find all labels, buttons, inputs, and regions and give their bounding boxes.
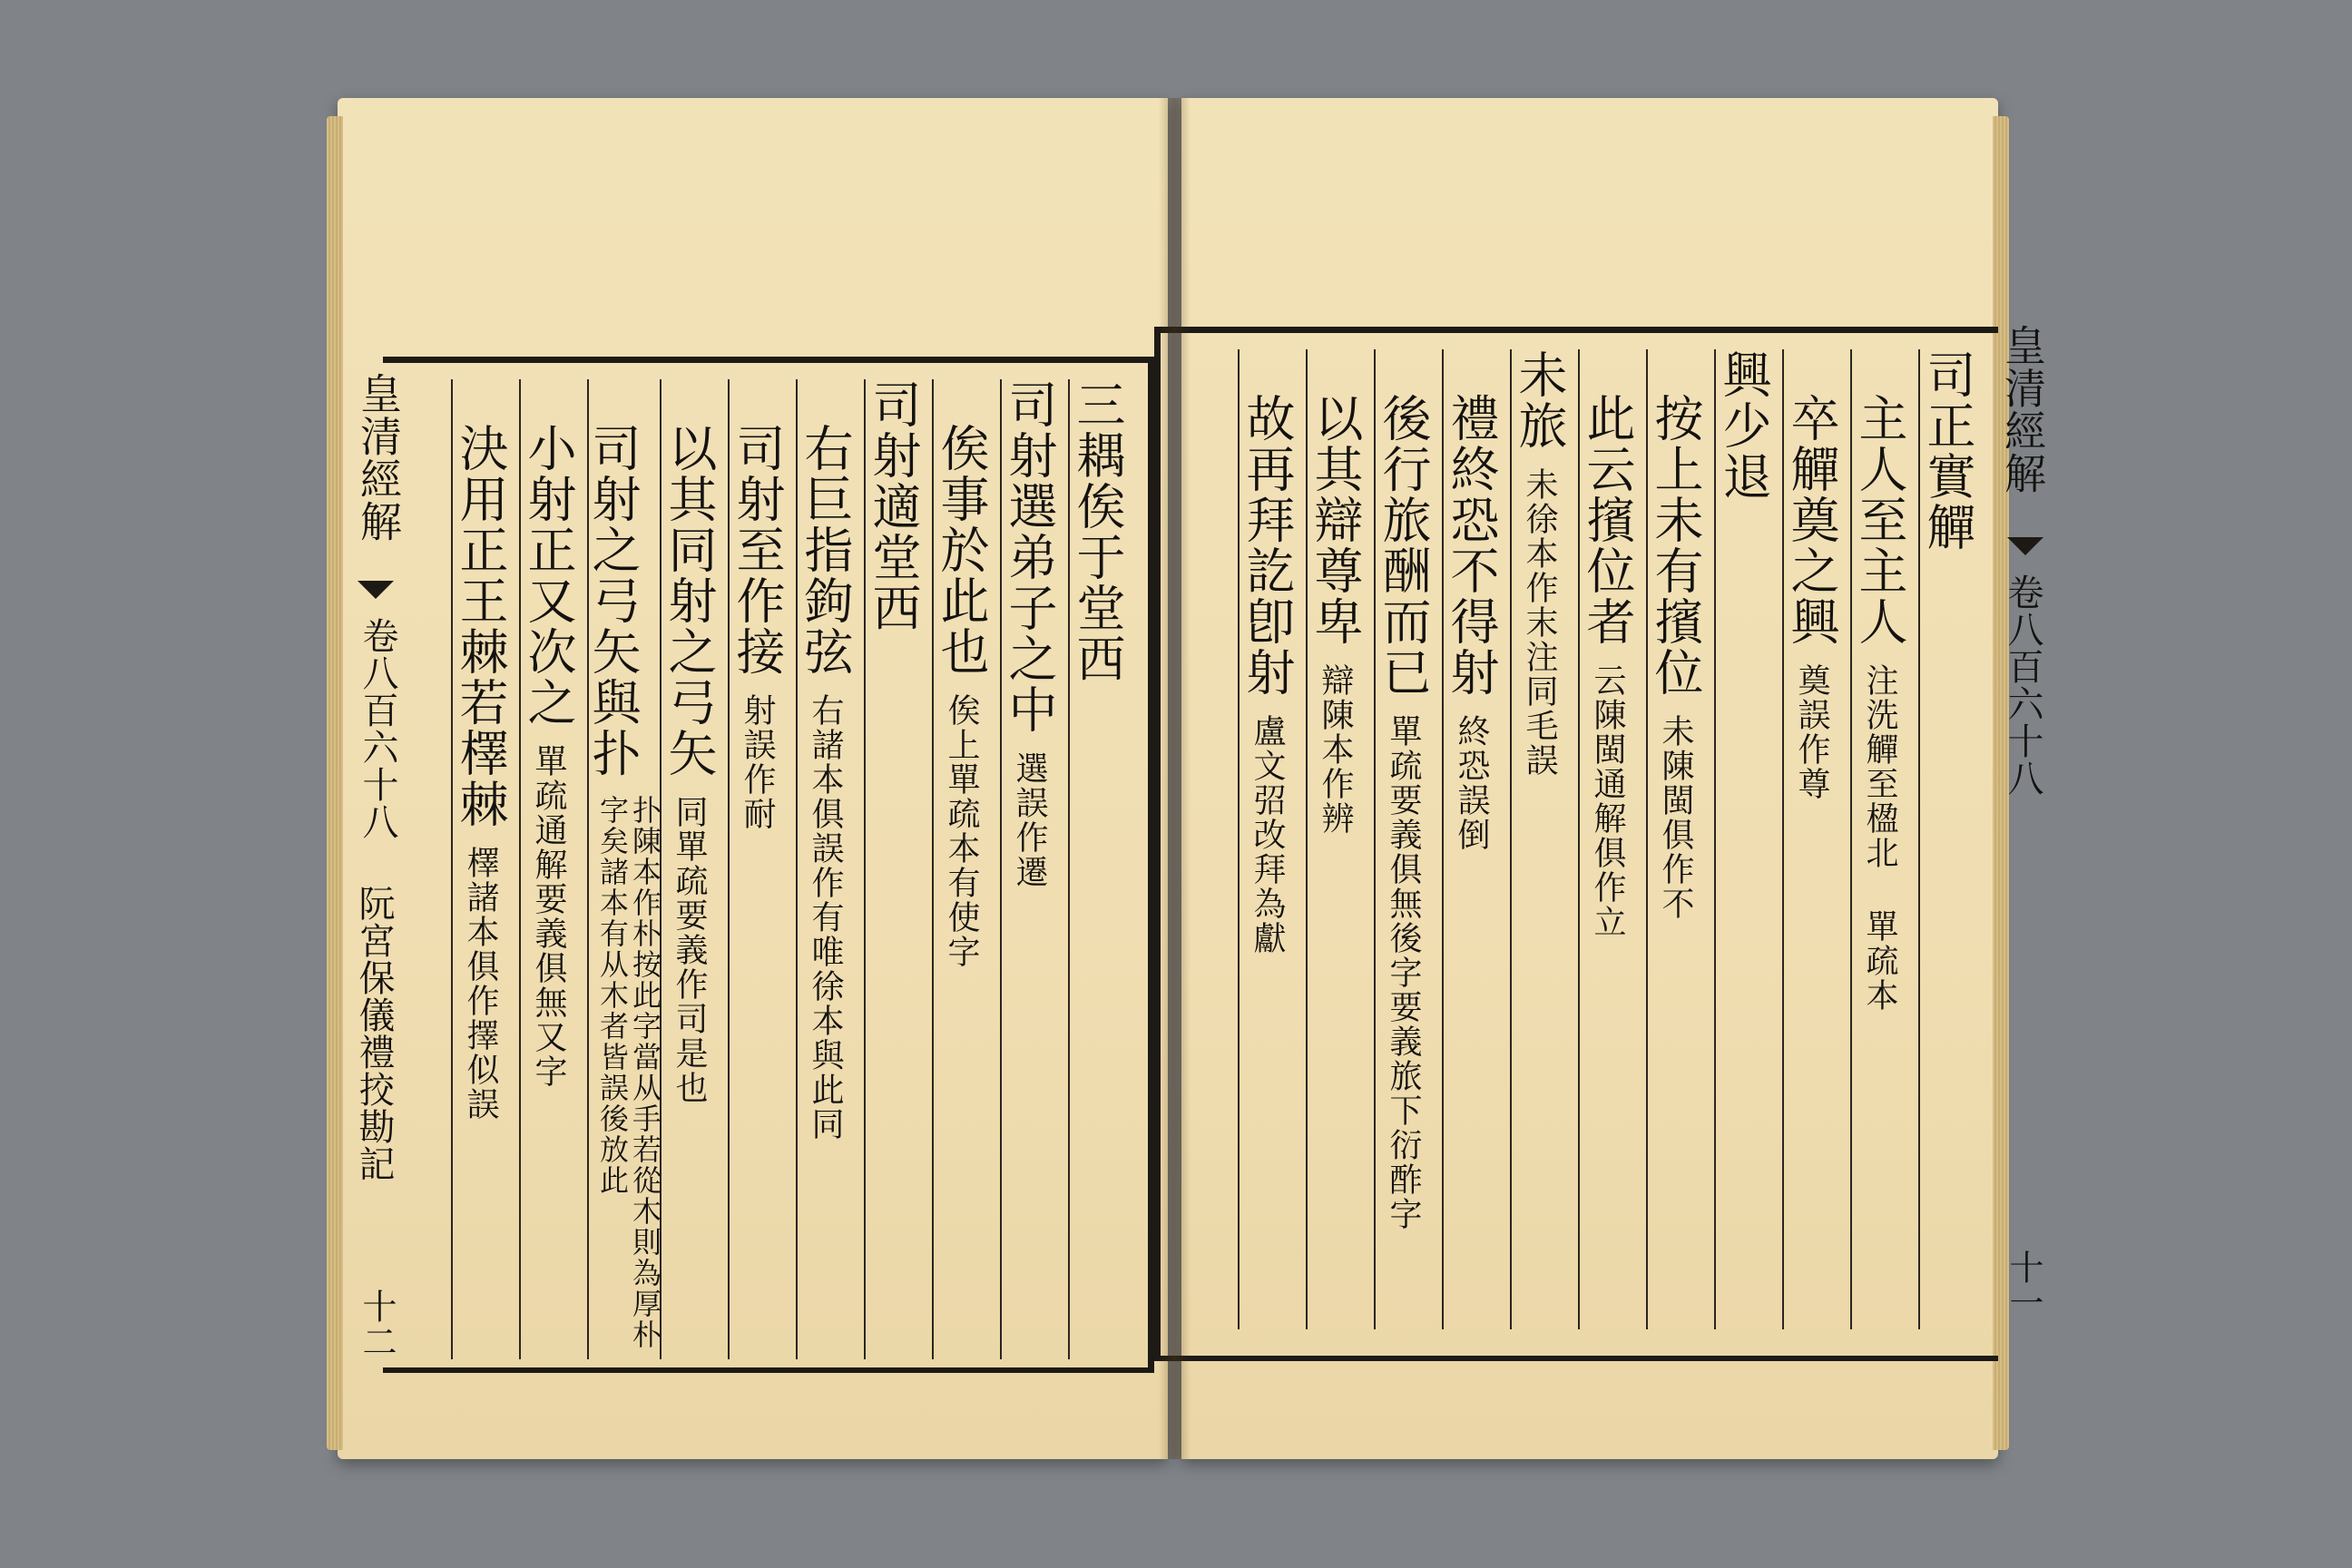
right-col-3: 卒觶奠之興奠誤作尊 (1782, 349, 1838, 1329)
right-col-8: 禮終恐不得射終恐誤倒 (1442, 349, 1498, 1329)
left-page-edge (327, 116, 343, 1450)
right-col-9: 後行旅酬而已單疏要義俱無後字要義旅下衍酢字 (1374, 349, 1430, 1329)
right-col-5: 按上未有擯位未陳閩俱作不 (1646, 349, 1702, 1329)
left-col-2: 司射選弟子之中選誤作遷 (1000, 379, 1056, 1359)
right-col-6: 此云擯位者云陳閩通解俱作立 (1578, 349, 1634, 1329)
right-col-2: 主人至主人注洗觶至楹北 單疏本 (1850, 349, 1906, 1329)
left-col-9: 小射正又次之單疏通解要義俱無又字 (519, 379, 575, 1359)
fish-tail-mark (358, 581, 394, 599)
left-banner-title: 皇清經解 (354, 372, 403, 543)
right-leaf-number: 十一 (2004, 1250, 2043, 1320)
right-col-7: 未旅未徐本作末注同毛誤 (1510, 349, 1566, 1329)
left-col-7: 以其同射之弓矢同單疏要義作司是也 (660, 379, 716, 1359)
right-col-11: 故再拜訖卽射盧文弨改拜為獻 (1238, 349, 1294, 1329)
left-col-3: 俟事於此也俟上單疏本有使字 (932, 379, 988, 1359)
left-col-4: 司射適堂西 (864, 379, 920, 1359)
fish-tail-mark-right (2007, 537, 2043, 555)
left-text-frame (353, 357, 1154, 1373)
right-text-frame (1154, 324, 2047, 1361)
left-col-10: 決用正王棘若檡棘檡諸本俱作擇似誤 (451, 379, 507, 1359)
right-page (1181, 98, 2047, 1459)
left-leaf-number: 十二 (357, 1289, 397, 1359)
right-col-1: 司正實觶 (1918, 349, 1975, 1329)
book-gutter (1159, 98, 1191, 1459)
right-col-10: 以其辯尊卑辯陳本作辨 (1306, 349, 1362, 1329)
left-banner-subtitle: 阮宮保儀禮挍勘記 (353, 885, 395, 1182)
right-banner-volume: 卷八百六十八 (2002, 573, 2043, 797)
left-page (338, 98, 1168, 1459)
right-col-4: 興少退 (1714, 349, 1770, 1329)
left-banner-volume: 卷八百六十八 (357, 617, 398, 840)
left-col-8: 司射之弓矢與扑扑陳本作朴按此字當从手若從木則為厚朴字矣諸本有从木者皆誤後放此 (587, 379, 662, 1359)
right-banner-title: 皇清經解 (1998, 324, 2047, 495)
left-col-5: 右巨指鉤弦右諸本俱誤作有唯徐本與此同 (796, 379, 852, 1359)
open-book (338, 98, 2047, 1486)
left-col-1: 三耦俟于堂西 (1068, 379, 1124, 1359)
left-col-6: 司射至作接射誤作耐 (728, 379, 784, 1359)
